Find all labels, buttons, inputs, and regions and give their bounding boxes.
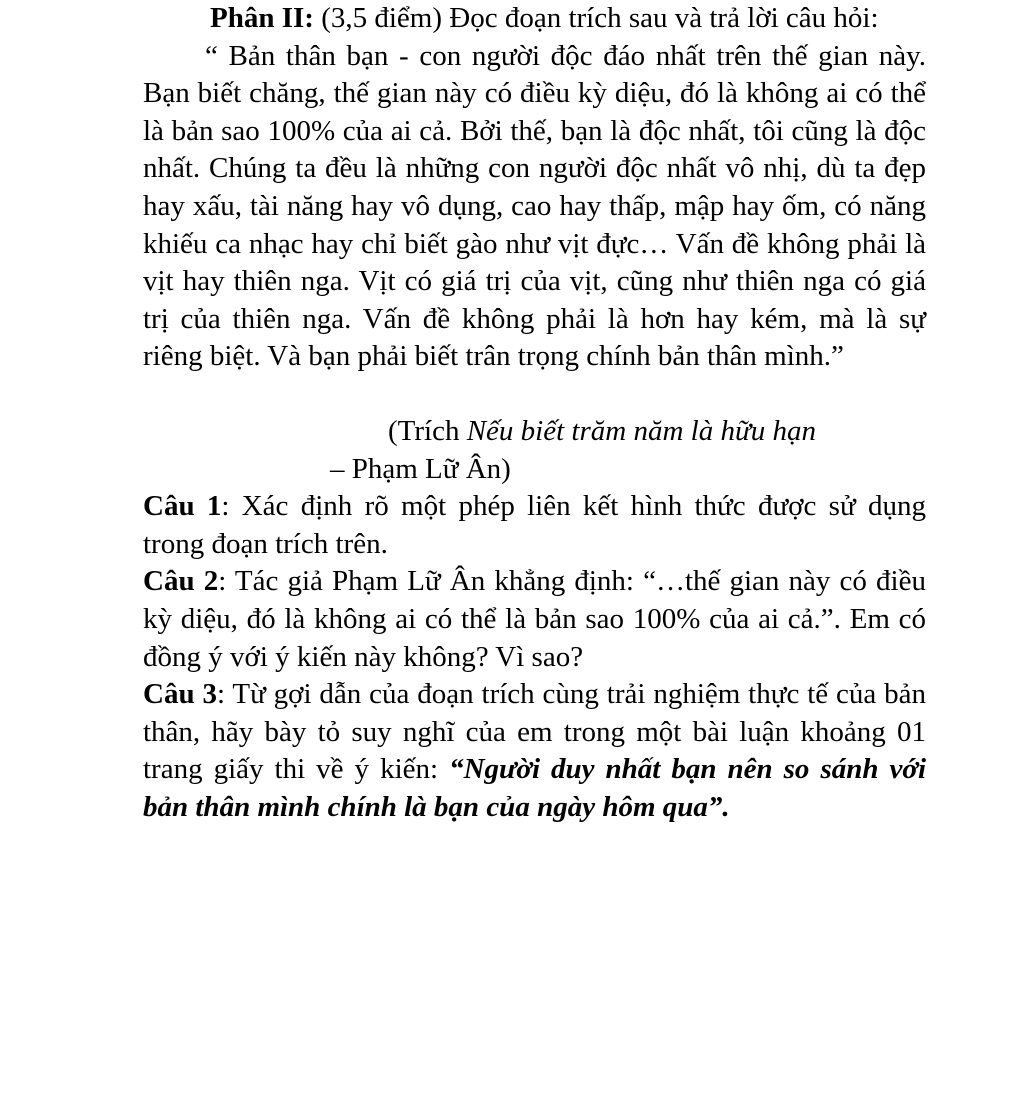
excerpt-passage: “ Bản thân bạn - con người độc đáo nhất trên thế gian này. Bạn biết chăng, thế gian này có điều kỳ diệu, đó là không ai có thể là bản sao 100% của ai cả. Bởi thế, bạn là độc nhất, tôi cũng là độc nhất. Chúng ta đều là những con người độc nhất vô nhị, dù ta đẹp hay xấu, tài năng hay vô dụng, cao hay thấp, mập hay ốm, có năng khiếu ca nhạc hay chỉ biết gào như vịt đực… Vấn đề không phải là vịt hay thiên nga. Vịt có giá trị của vịt, cũng như thiên nga có giá trị của thiên nga. Vấn đề không phải là hơn hay kém, mà là sự riêng biệt. Và bạn phải biết trân trọng chính bản thân mình.” <box>143 39 926 373</box>
excerpt-source <box>143 413 926 488</box>
section-label: Phân II: <box>210 2 314 34</box>
question-2 <box>143 563 926 676</box>
source-prefix: (Trích <box>388 414 467 447</box>
question-1-text: : Xác định rõ một phép liên kết hình thức được sử dụng trong đoạn trích trên. <box>143 490 926 560</box>
question-3-text: : Từ gợi dẫn của đoạn trích cùng trải nghiệm thực tế của bản thân, hãy bày tỏ suy nghĩ của em trong một bài luận khoảng 01 trang giấy thi về ý kiến: <box>143 678 926 786</box>
question-3 <box>143 676 926 826</box>
question-2-label: Câu 2 <box>143 565 219 598</box>
section-instruction: (3,5 điểm) Đọc đoạn trích sau và trả lời câu hỏi: <box>313 2 879 34</box>
question-2-text: : Tác giả Phạm Lữ Ân khẳng định: “…thế gian này có điều kỳ diệu, đó là không ai có thể là bản sao 100% của ai cả.”. Em có đồng ý với ý kiến này không? Vì sao? <box>143 565 926 673</box>
question-3-quote: “Người duy nhất bạn nên so sánh với bản thân mình chính là bạn của ngày hôm qua”. <box>143 753 926 823</box>
source-book-title: Nếu biết trăm năm là hữu hạn <box>466 414 817 447</box>
source-author: – Phạm Lữ Ân) <box>330 452 511 485</box>
exam-page <box>143 0 926 826</box>
question-3-label: Câu 3 <box>143 678 217 711</box>
question-1 <box>143 488 926 563</box>
question-1-label: Câu 1 <box>143 490 222 523</box>
section-heading <box>143 0 926 38</box>
